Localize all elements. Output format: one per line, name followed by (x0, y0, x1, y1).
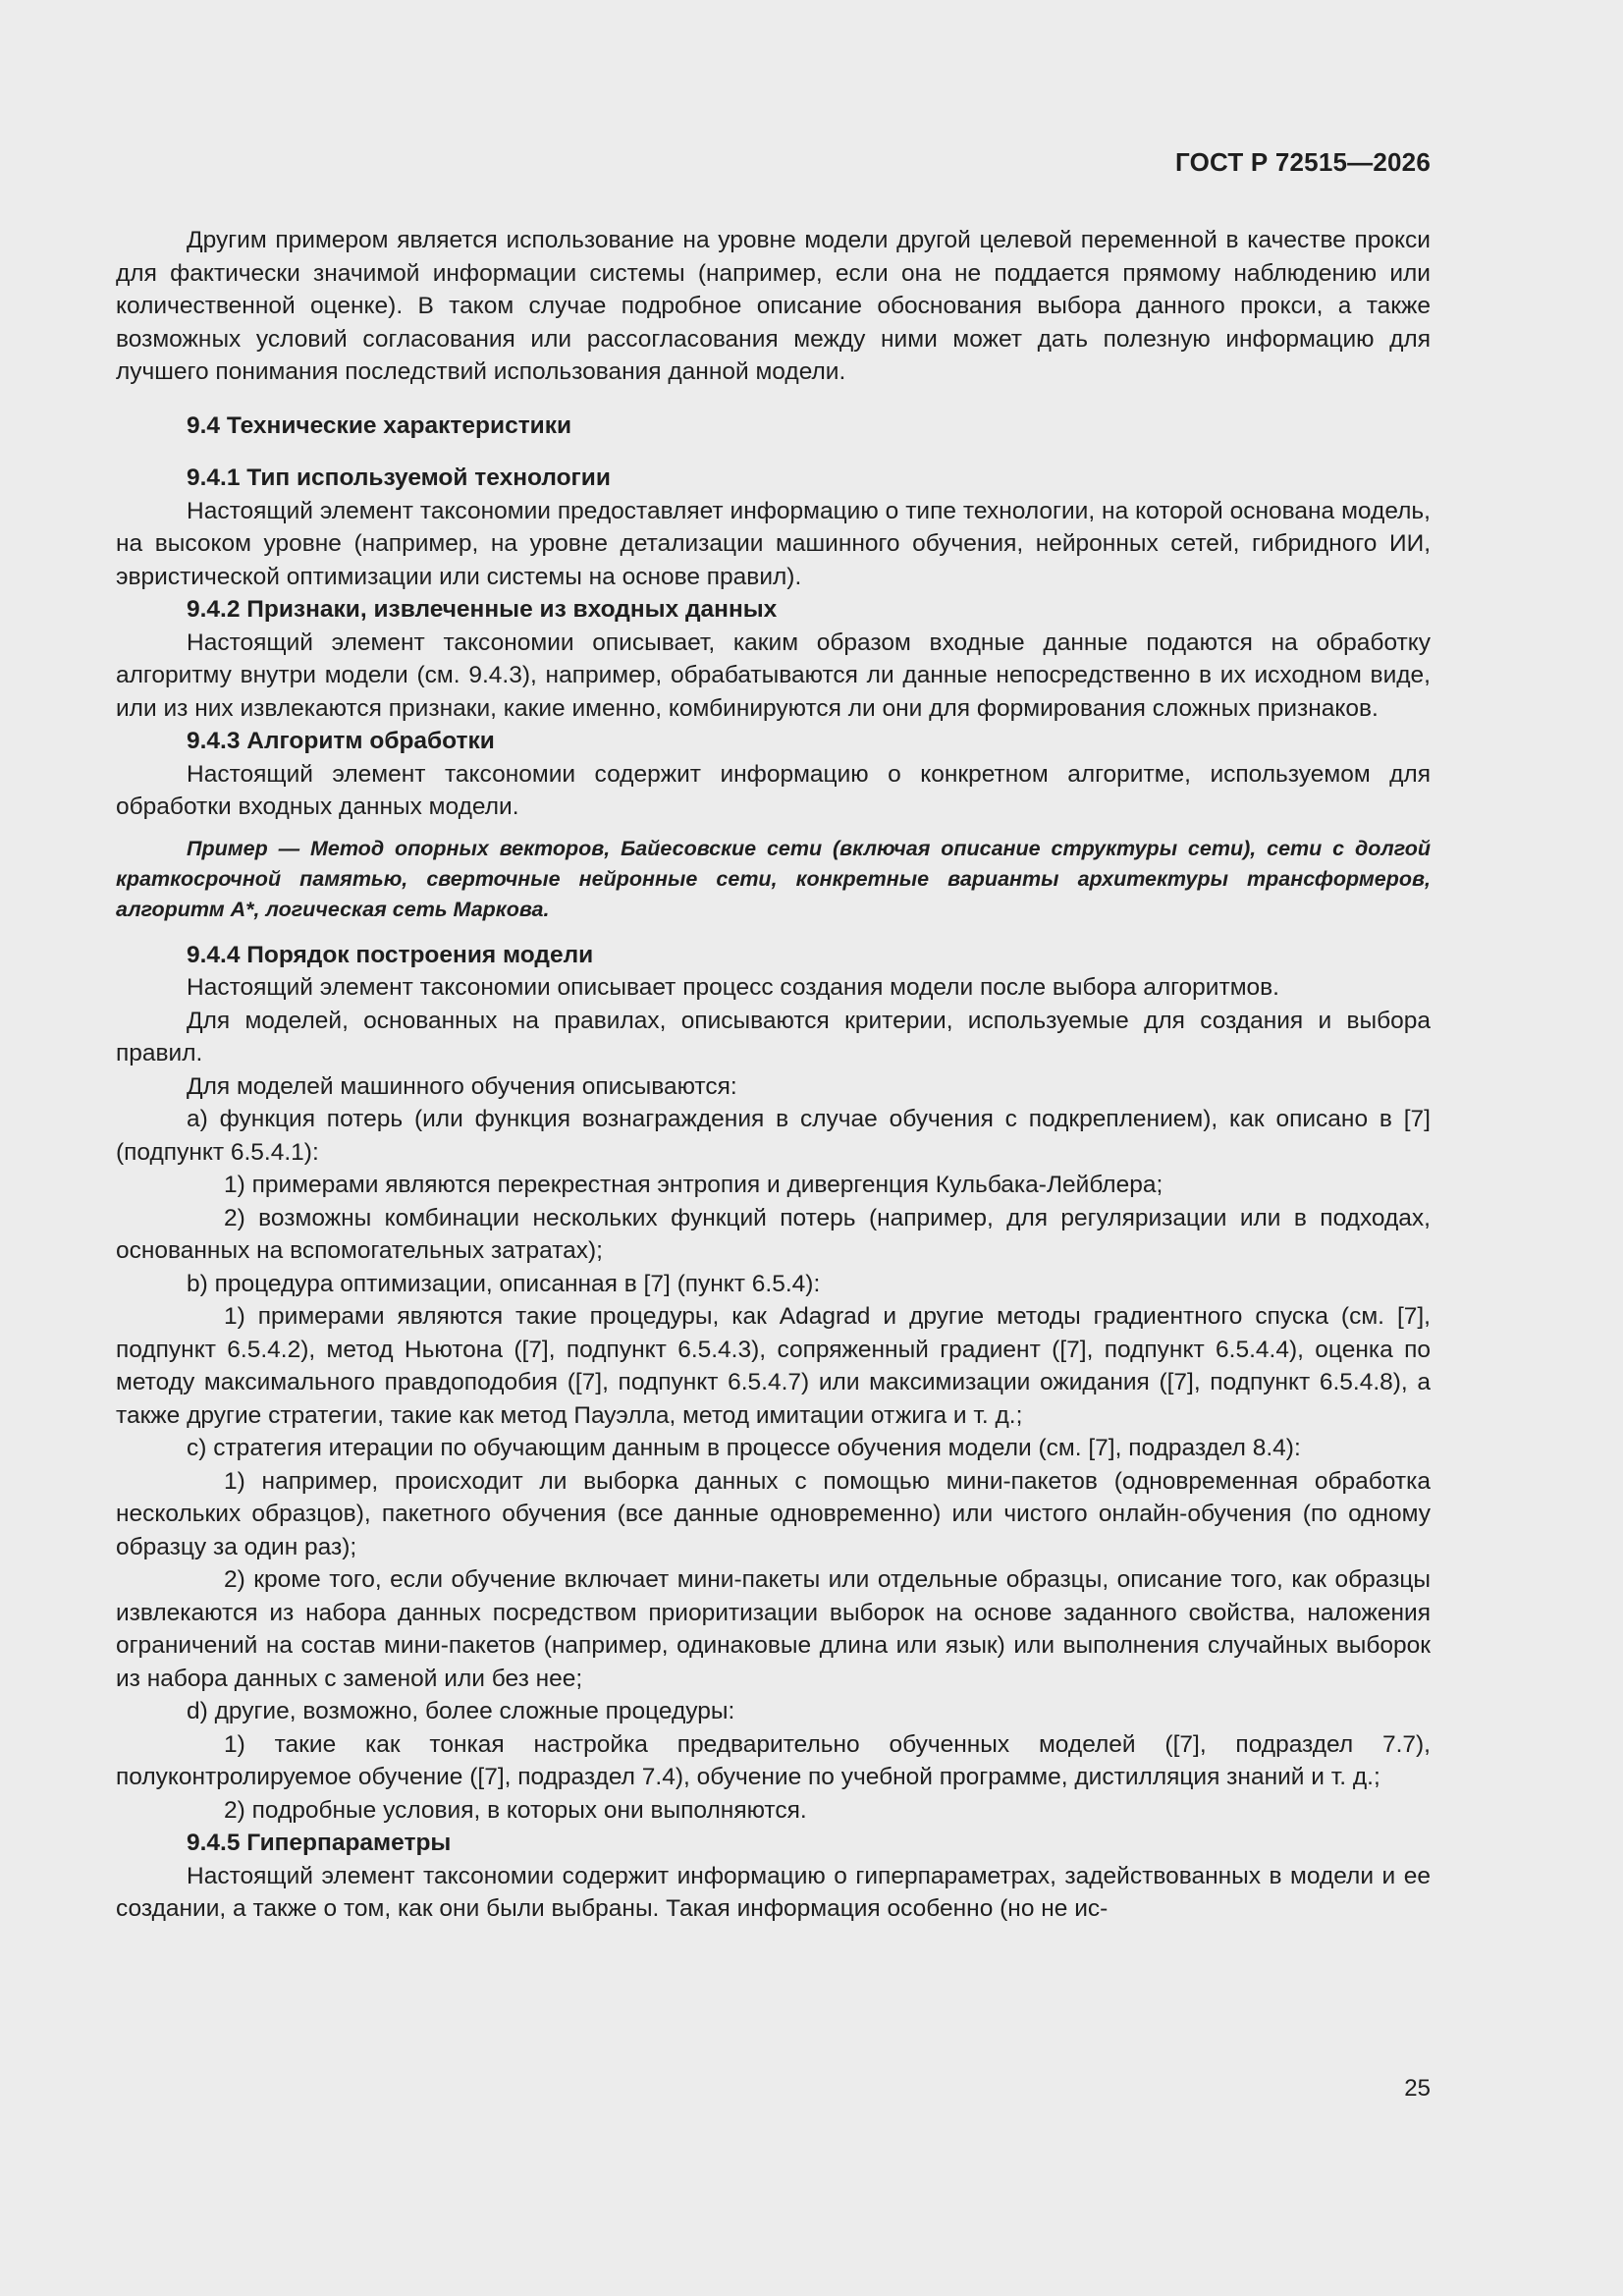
section-heading-9-4-4: 9.4.4 Порядок построения модели (187, 941, 594, 968)
list-item-d: d) другие, возможно, более сложные процедуры: (187, 1698, 735, 1724)
list-item-c-2: 2) кроме того, если обучение включает мини-пакеты или отдельные образцы, описание того, как образцы извлекаются из набора данных посредством приоритизации выборок на основе заданного свойства, наложения ограничений на состав мини-пакетов (например, одинаковые длина или язык) или выполнения случайных выборок из набора данных с заменой или без нее; (116, 1566, 1431, 1692)
intro-paragraph: Другим примером является использование на уровне модели другой целевой переменной в качестве прокси для фактически значимой информации системы (например, если она не поддается прямому наблюдению или количественной оценке). В таком случае подробное описание обоснования выбора данного прокси, а также возможных условий согласования или рассогласования между ними может дать полезную информацию для лучшего понимания последствий использования данной модели. (116, 227, 1431, 385)
section-heading-9-4: 9.4 Технические характеристики (187, 411, 572, 439)
page-number: 25 (1404, 2075, 1431, 2102)
section-heading-9-4-1: 9.4.1 Тип используемой технологии (187, 465, 611, 491)
page-content (116, 224, 1431, 1926)
paragraph-9-4-2: Настоящий элемент таксономии описывает, каким образом входные данные подаются на обработку алгоритму внутри модели (см. 9.4.3), например, обрабатываются ли данные непосредственно в их исходном виде, или из них извлекаются признаки, какие именно, комбинируются ли они для формирования сложных признаков. (116, 629, 1431, 722)
section-heading-9-4-3: 9.4.3 Алгоритм обработки (187, 728, 495, 754)
list-item-a-1: 1) примерами являются перекрестная энтропия и дивергенция Кульбака-Лейблера; (224, 1172, 1163, 1198)
list-item-d-1: 1) такие как тонкая настройка предварительно обученных моделей ([7], подраздел 7.7), полуконтролируемое обучение ([7], подраздел 7.4), обучение по учебной программе, дистилляция знаний и т. д.; (116, 1730, 1431, 1790)
paragraph-9-4-3: Настоящий элемент таксономии содержит информацию о конкретном алгоритме, используемом для обработки входных данных модели. (116, 760, 1431, 820)
list-item-b: b) процедура оптимизации, описанная в [7] (пункт 6.5.4): (187, 1270, 821, 1297)
example-note: Пример — Метод опорных векторов, Байесовские сети (включая описание структуры сети), сети с долгой краткосрочной памятью, сверточные нейронные сети, конкретные варианты архитектуры трансформеров, алгоритм А*, логическая сеть Маркова. (116, 836, 1431, 921)
document-header: ГОСТ Р 72515—2026 (1175, 147, 1431, 177)
paragraph-9-4-1: Настоящий элемент таксономии предоставляет информацию о типе технологии, на которой основана модель, на высоком уровне (например, на уровне детализации машинного обучения, нейронных сетей, гибридного ИИ, эвристической оптимизации или системы на основе правил). (116, 497, 1431, 590)
section-heading-9-4-2: 9.4.2 Признаки, извлеченные из входных данных (187, 596, 778, 623)
list-item-d-2: 2) подробные условия, в которых они выполняются. (224, 1796, 807, 1824)
paragraph-9-4-4-1: Настоящий элемент таксономии описывает процесс создания модели после выбора алгоритмов. (187, 974, 1279, 1001)
list-item-b-1: 1) примерами являются такие процедуры, как Adagrad и другие методы градиентного спуска (см. [7], подпункт 6.5.4.2), метод Ньютона ([7], подпункт 6.5.4.3), сопряженный градиент ([7], подпункт 6.5.4.4), оценка по методу максимального правдоподобия ([7], подпункт 6.5.4.7) или максимизации ожидания ([7], подпункт 6.5.4.8), а также другие стратегии, такие как метод Пауэлла, метод имитации отжига и т. д.; (116, 1303, 1431, 1429)
paragraph-9-4-5: Настоящий элемент таксономии содержит информацию о гиперпараметрах, задействованных в модели и ее создании, а также о том, как они были выбраны. Такая информация особенно (но не ис- (116, 1862, 1431, 1922)
list-item-a-2: 2) возможны комбинации нескольких функций потерь (например, для регуляризации или в подходах, основанных на вспомогательных затратах); (116, 1204, 1431, 1264)
paragraph-9-4-4-2: Для моделей, основанных на правилах, описываются критерии, используемые для создания и выбора правил. (116, 1007, 1431, 1066)
section-heading-9-4-5: 9.4.5 Гиперпараметры (187, 1830, 452, 1856)
list-item-a: a) функция потерь (или функция вознаграждения в случае обучения с подкреплением), как описано в [7] (подпункт 6.5.4.1): (116, 1106, 1431, 1166)
list-item-c: c) стратегия итерации по обучающим данным в процессе обучения модели (см. [7], подраздел 8.4): (187, 1435, 1301, 1461)
list-item-c-1: 1) например, происходит ли выборка данных с помощью мини-пакетов (одновременная обработка нескольких образцов), пакетного обучения (все данные одновременно) или чистого онлайн-обучения (по одному образцу за один раз); (116, 1467, 1431, 1560)
paragraph-9-4-4-3: Для моделей машинного обучения описываются: (187, 1072, 737, 1100)
